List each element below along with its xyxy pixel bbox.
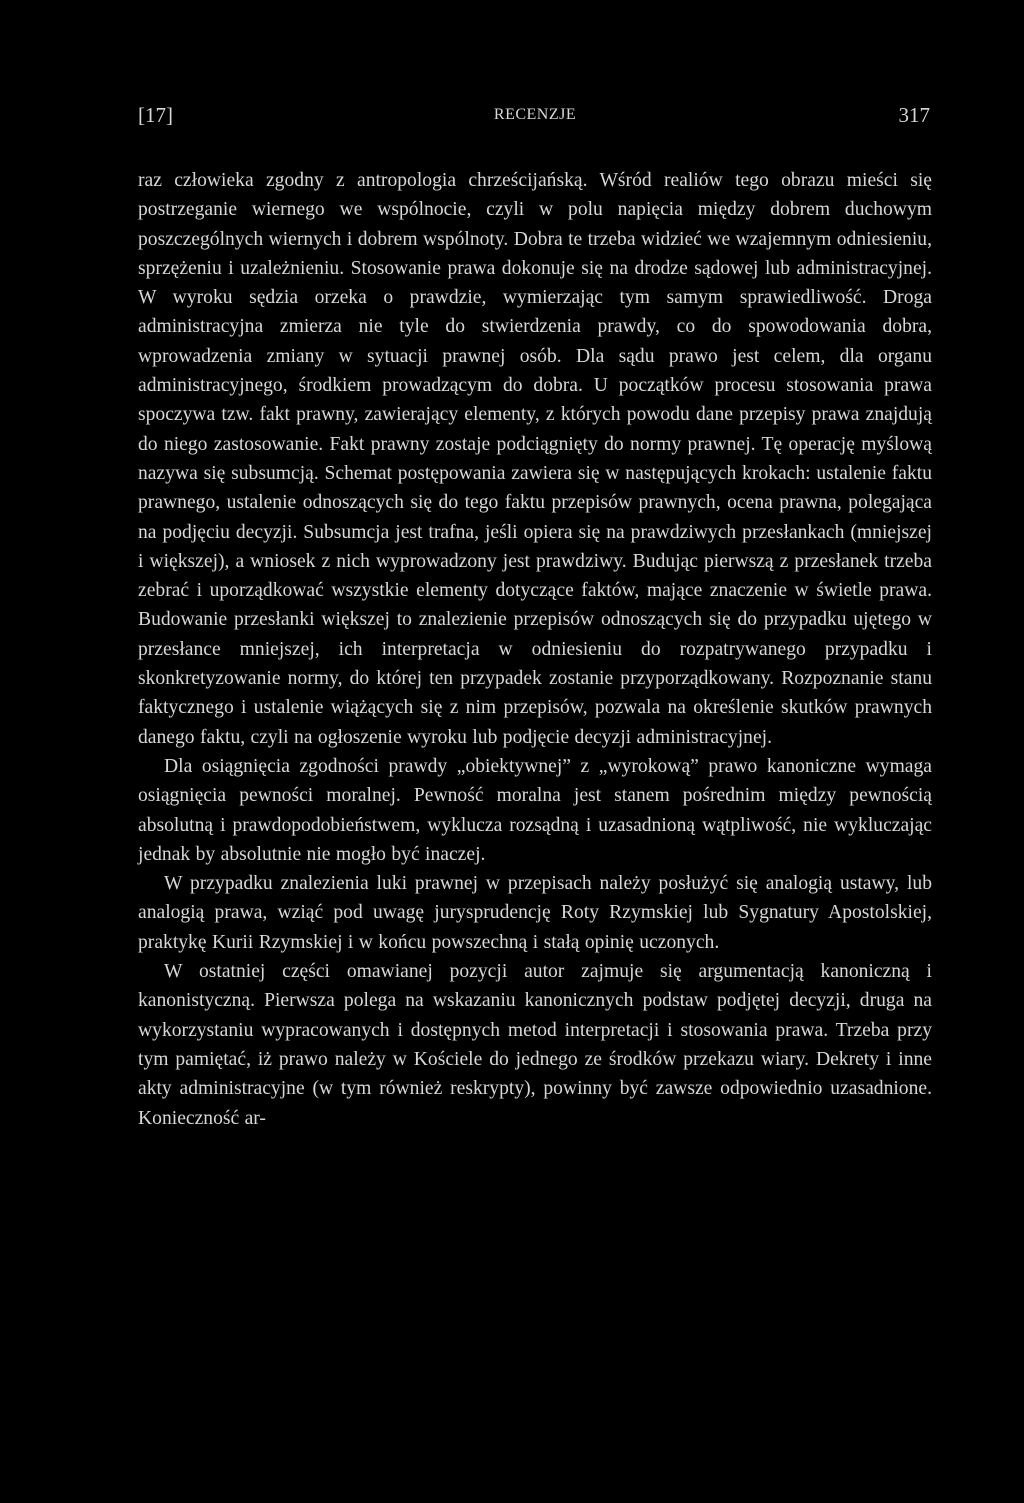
paragraph-4: W ostatniej części omawianej pozycji autor zajmuje się argumentacją kanoniczną i kanonistyczną. Pierwsza polega na wskazaniu kanonicznych podstaw podjętej decyzji, druga na wykorzystaniu wypracowanych i dostępnych metod interpretacji i stosowania prawa. Trzeba przy tym pamiętać, iż prawo należy w Kościele do jednego ze środków przekazu wiary. Dekrety i inne akty administracyjne (w tym również reskrypty), powinny być zawsze odpowiednio uzasadnione. Konieczność ar- — [138, 961, 932, 1129]
page-number: 317 — [898, 103, 930, 127]
folio-number: [17] — [138, 103, 173, 127]
paragraph-3: W przypadku znalezienia luki prawnej w przepisach należy posłużyć się analogią ustawy, lub analogią prawa, wziąć pod uwagę jurysprudencję Roty Rzymskiej lub Sygnatury Apostolskiej, praktykę Kurii Rzymskiej i w końcu powszechną i stałą opinię uczonych. — [138, 873, 932, 953]
running-title: RECENZJE — [493, 106, 577, 123]
paragraph-2: Dla osiągnięcia zgodności prawdy „obiektywnej” z „wyrokową” prawo kanoniczne wymaga osiągnięcia pewności moralnej. Pewność moralna jest stanem pośrednim między pewnością absolutną i prawdopodobieństwem, wyklucza rozsądną i uzasadnioną wątpliwość, nie wykluczając jednak by absolutnie nie mogło być inaczej. — [138, 755, 932, 865]
running-head — [138, 98, 932, 132]
body-text — [138, 166, 932, 1133]
page — [138, 98, 932, 1133]
paragraph-1: raz człowieka zgodny z antropologia chrześcijańską. Wśród realiów tego obrazu mieści się postrzeganie wiernego we wspólnocie, czyli w polu napięcia między dobrem duchowym poszczególnych wiernych i dobrem wspólnoty. Dobra te trzeba widzieć we wzajemnym odniesieniu, sprzężeniu i uzależnieniu. Stosowanie prawa dokonuje się na drodze sądowej lub administracyjnej. W wyroku sędzia orzeka o prawdzie, wymierzając tym samym sprawiedliwość. Droga administracyjna zmierza nie tyle do stwierdzenia prawdy, co do spowodowania dobra, wprowadzenia zmiany w sytuacji prawnej osób. Dla sądu prawo jest celem, dla organu administracyjnego, środkiem prowadzącym do dobra. U początków procesu stosowania prawa spoczywa tzw. fakt prawny, zawierający elementy, z których powodu dane przepisy prawa znajdują do niego zastosowanie. Fakt prawny zostaje podciągnięty do normy prawnej. Tę operację myślową nazywa się subsumcją. Schemat postępowania zawiera się w następujących krokach: ustalenie faktu prawnego, ustalenie odnoszących się do tego faktu przepisów prawnych, ocena prawna, polegająca na podjęciu decyzji. Subsumcja jest trafna, jeśli opiera się na prawdziwych przesłankach (mniejszej i większej), a wniosek z nich wyprowadzony jest prawdziwy. Budując pierwszą z przesłanek trzeba zebrać i uporządkować wszystkie elementy dotyczące faktów, mające znaczenie w świetle prawa. Budowanie przesłanki większej to znalezienie przepisów odnoszących się do przypadku ujętego w przesłance mniejszej, ich interpretacja w odniesieniu do rozpatrywanego przypadku i skonkretyzowanie normy, do której ten przypadek zostanie przyporządkowany. Rozpoznanie stanu faktycznego i ustalenie wiążących się z nim przepisów, pozwala na określenie skutków prawnych danego faktu, czyli na ogłoszenie wyroku lub podjęcie decyzji administracyjnej. — [138, 170, 932, 748]
